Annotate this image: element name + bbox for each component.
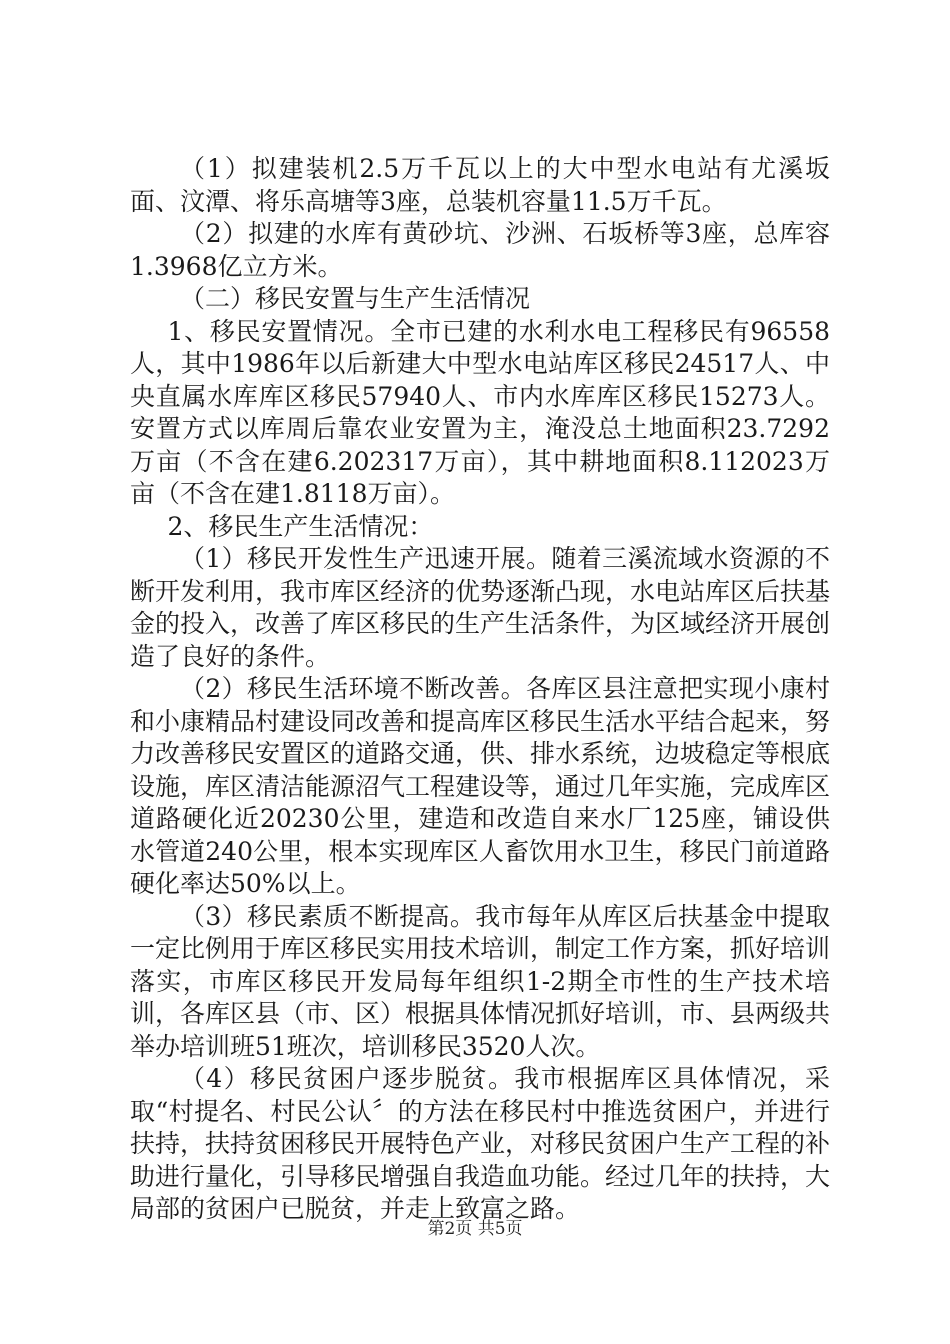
document-body [130,153,830,1226]
paragraph-development-production: （1）移民开发性生产迅速开展。随着三溪流域水资源的不断开发利用，我市库区经济的优势逐渐凸现，水电站库区后扶基金的投入，改善了库区移民的生产生活条件，为区域经济开展创造了良好的条件。 [130,544,831,671]
subheading-living-conditions: 2、移民生产生活情况： [167,511,434,541]
paragraph-quality-improvement: （3）移民素质不断提高。我市每年从库区后扶基金中提取一定比例用于库区移民实用技术培训，制定工作方案，抓好培训落实，市库区移民开发局每年组织1-2期全市性的生产技术培训，各库区县（市、区）根据具体情况抓好培训，市、县两级共举办培训班51班次，培训移民3520人次。 [130,901,831,1061]
paragraph-planned-hydropower: （1）拟建装机2.5万千瓦以上的大中型水电站有尤溪坂面、汶潭、将乐高塘等3座，总装机容量11.5万千瓦。 [130,154,830,216]
section-heading-resettlement: （二）移民安置与生产生活情况 [180,284,531,313]
paragraph-planned-reservoirs: （2）拟建的水库有黄砂坑、沙洲、石坂桥等3座，总库容1.3968亿立方米。 [130,219,830,281]
paragraph-living-environment: （2）移民生活环境不断改善。各库区县注意把实现小康村和小康精品村建设同改善和提高库区移民生活水平结合起来，努力改善移民安置区的道路交通，供、排水系统，边坡稳定等根底设施，库区清洁能源沼气工程建设等，通过几年实施，完成库区道路硬化近20230公里，建造和改造自来水厂125座，铺设供水管道240公里，根本实现库区人畜饮用水卫生，移民门前道路硬化率达50%以上。 [130,674,831,898]
paragraph-resettlement-status: 1、移民安置情况。全市已建的水利水电工程移民有96558人，其中1986年以后新建大中型水电站库区移民24517人、中央直属水库库区移民57940人、市内水库库区移民15273人。安置方式以库周后靠农业安置为主，淹没总土地面积23.7292万亩（不含在建6.202317万亩），其中耕地面积8.112023万亩（不含在建1.8118万亩）。 [130,316,830,508]
paragraph-poverty-alleviation: （4）移民贫困户逐步脱贫。我市根据库区具体情况，采取“村提名、村民公认〞的方法在移民村中推选贫困户，并进行扶持，扶持贫困移民开展特色产业，对移民贫困户生产工程的补助进行量化，引导移民增强自我造血功能。经过几年的扶持，大局部的贫困户已脱贫，并走上致富之路。 [130,1064,831,1223]
page-number-footer: 第2页 共5页 [427,1219,523,1239]
